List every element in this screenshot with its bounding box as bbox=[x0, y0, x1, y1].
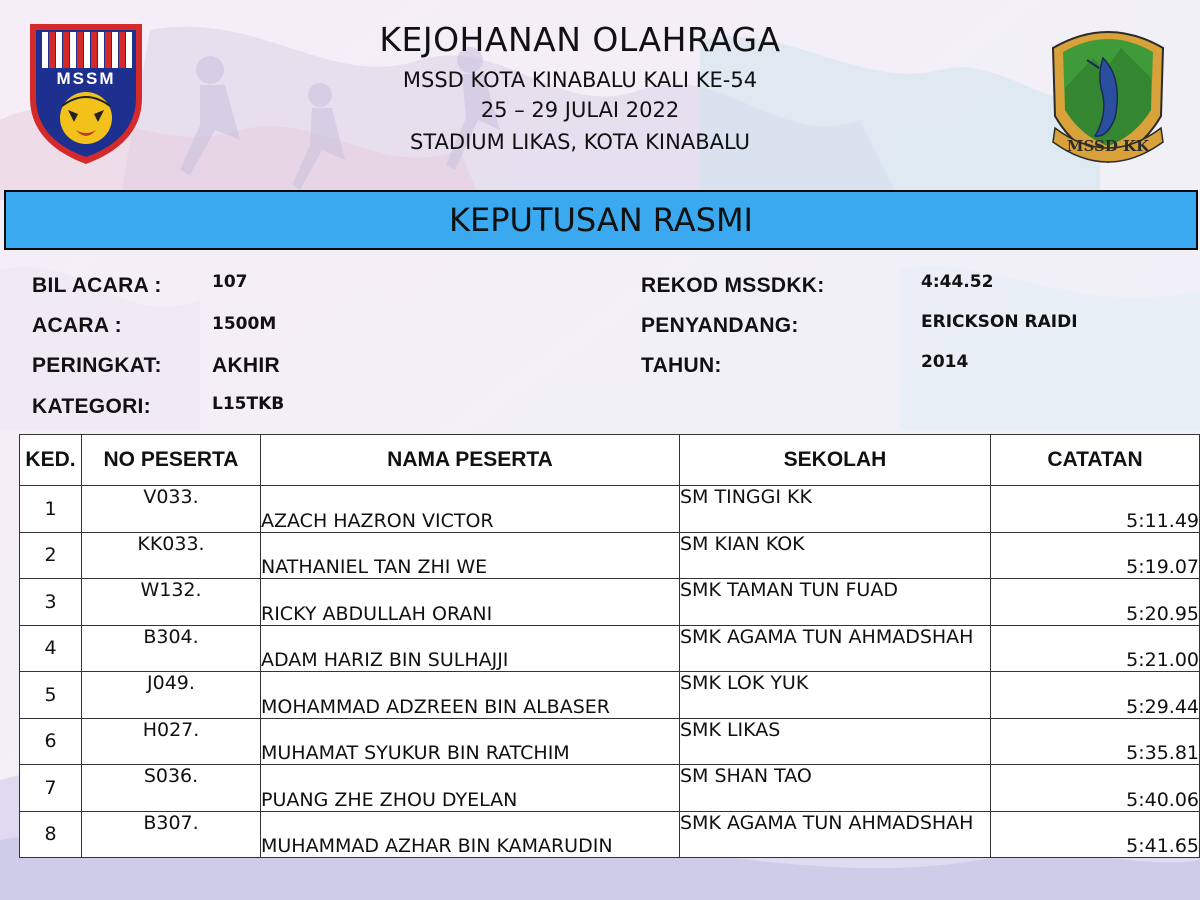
participant-number-cell: W132. bbox=[82, 579, 261, 626]
participant-name-cell: PUANG ZHE ZHOU DYELAN bbox=[261, 765, 680, 812]
kategori-value: L15TKB bbox=[212, 394, 285, 414]
acara-value: 1500M bbox=[212, 314, 277, 334]
position-cell: 8 bbox=[20, 811, 82, 858]
header-catatan: CATATAN bbox=[991, 435, 1200, 486]
school-cell: SMK AGAMA TUN AHMADSHAH bbox=[680, 625, 991, 672]
kategori-label: KATEGORI: bbox=[32, 395, 151, 418]
school-cell: SMK AGAMA TUN AHMADSHAH bbox=[680, 811, 991, 858]
participant-number-cell: J049. bbox=[82, 672, 261, 719]
time-cell: 5:11.49 bbox=[991, 486, 1200, 533]
bil-acara-value: 107 bbox=[212, 272, 248, 292]
position-cell: 5 bbox=[20, 672, 82, 719]
table-row bbox=[20, 672, 1200, 719]
tahun-label: TAHUN: bbox=[641, 354, 722, 377]
event-venue: STADIUM LIKAS, KOTA KINABALU bbox=[410, 130, 750, 154]
table-row bbox=[20, 765, 1200, 812]
participant-name-cell: RICKY ABDULLAH ORANI bbox=[261, 579, 680, 626]
time-cell: 5:21.00 bbox=[991, 625, 1200, 672]
table-row bbox=[20, 486, 1200, 533]
participant-name-cell: MOHAMMAD ADZREEN BIN ALBASER bbox=[261, 672, 680, 719]
school-cell: SMK TAMAN TUN FUAD bbox=[680, 579, 991, 626]
time-cell: 5:19.07 bbox=[991, 532, 1200, 579]
time-cell: 5:40.06 bbox=[991, 765, 1200, 812]
table-row bbox=[20, 718, 1200, 765]
time-cell: 5:35.81 bbox=[991, 718, 1200, 765]
table-header-row bbox=[20, 435, 1200, 486]
time-cell: 5:29.44 bbox=[991, 672, 1200, 719]
participant-number-cell: V033. bbox=[82, 486, 261, 533]
participant-number-cell: S036. bbox=[82, 765, 261, 812]
event-title: KEJOHANAN OLAHRAGA bbox=[379, 20, 781, 59]
position-cell: 7 bbox=[20, 765, 82, 812]
participant-name-cell: AZACH HAZRON VICTOR bbox=[261, 486, 680, 533]
header-no-peserta: NO PESERTA bbox=[82, 435, 261, 486]
table-row bbox=[20, 811, 1200, 858]
bil-acara-label: BIL ACARA : bbox=[32, 274, 162, 297]
school-cell: SM TINGGI KK bbox=[680, 486, 991, 533]
header-nama-peserta: NAMA PESERTA bbox=[261, 435, 680, 486]
position-cell: 6 bbox=[20, 718, 82, 765]
participant-name-cell: MUHAMAT SYUKUR BIN RATCHIM bbox=[261, 718, 680, 765]
acara-label: ACARA : bbox=[32, 314, 122, 337]
event-subtitle: MSSD KOTA KINABALU KALI KE-54 bbox=[402, 68, 758, 92]
penyandang-value: ERICKSON RAIDI bbox=[921, 312, 1078, 332]
position-cell: 3 bbox=[20, 579, 82, 626]
school-cell: SMK LOK YUK bbox=[680, 672, 991, 719]
school-cell: SM SHAN TAO bbox=[680, 765, 991, 812]
time-cell: 5:41.65 bbox=[991, 811, 1200, 858]
table-row bbox=[20, 532, 1200, 579]
participant-number-cell: B304. bbox=[82, 625, 261, 672]
header-sekolah: SEKOLAH bbox=[680, 435, 991, 486]
svg-text:MSSM: MSSM bbox=[56, 69, 116, 88]
event-dates: 25 – 29 JULAI 2022 bbox=[480, 98, 680, 122]
position-cell: 1 bbox=[20, 486, 82, 533]
peringkat-label: PERINGKAT: bbox=[32, 354, 162, 377]
participant-number-cell: KK033. bbox=[82, 532, 261, 579]
table-row bbox=[20, 625, 1200, 672]
official-results-banner: KEPUTUSAN RASMI bbox=[4, 190, 1198, 250]
penyandang-label: PENYANDANG: bbox=[641, 314, 799, 337]
time-cell: 5:20.95 bbox=[991, 579, 1200, 626]
participant-number-cell: H027. bbox=[82, 718, 261, 765]
rekod-value: 4:44.52 bbox=[921, 272, 994, 292]
peringkat-value: AKHIR bbox=[212, 354, 280, 377]
position-cell: 2 bbox=[20, 532, 82, 579]
participant-name-cell: ADAM HARIZ BIN SULHAJJI bbox=[261, 625, 680, 672]
participant-number-cell: B307. bbox=[82, 811, 261, 858]
results-table bbox=[19, 434, 1200, 858]
rekod-label: REKOD MSSDKK: bbox=[641, 274, 825, 297]
svg-text:MSSD KK: MSSD KK bbox=[1066, 137, 1150, 155]
participant-name-cell: MUHAMMAD AZHAR BIN KAMARUDIN bbox=[261, 811, 680, 858]
position-cell: 4 bbox=[20, 625, 82, 672]
header-ked: KED. bbox=[20, 435, 82, 486]
tahun-value: 2014 bbox=[921, 352, 969, 372]
table-row bbox=[20, 579, 1200, 626]
school-cell: SMK LIKAS bbox=[680, 718, 991, 765]
school-cell: SM KIAN KOK bbox=[680, 532, 991, 579]
participant-name-cell: NATHANIEL TAN ZHI WE bbox=[261, 532, 680, 579]
